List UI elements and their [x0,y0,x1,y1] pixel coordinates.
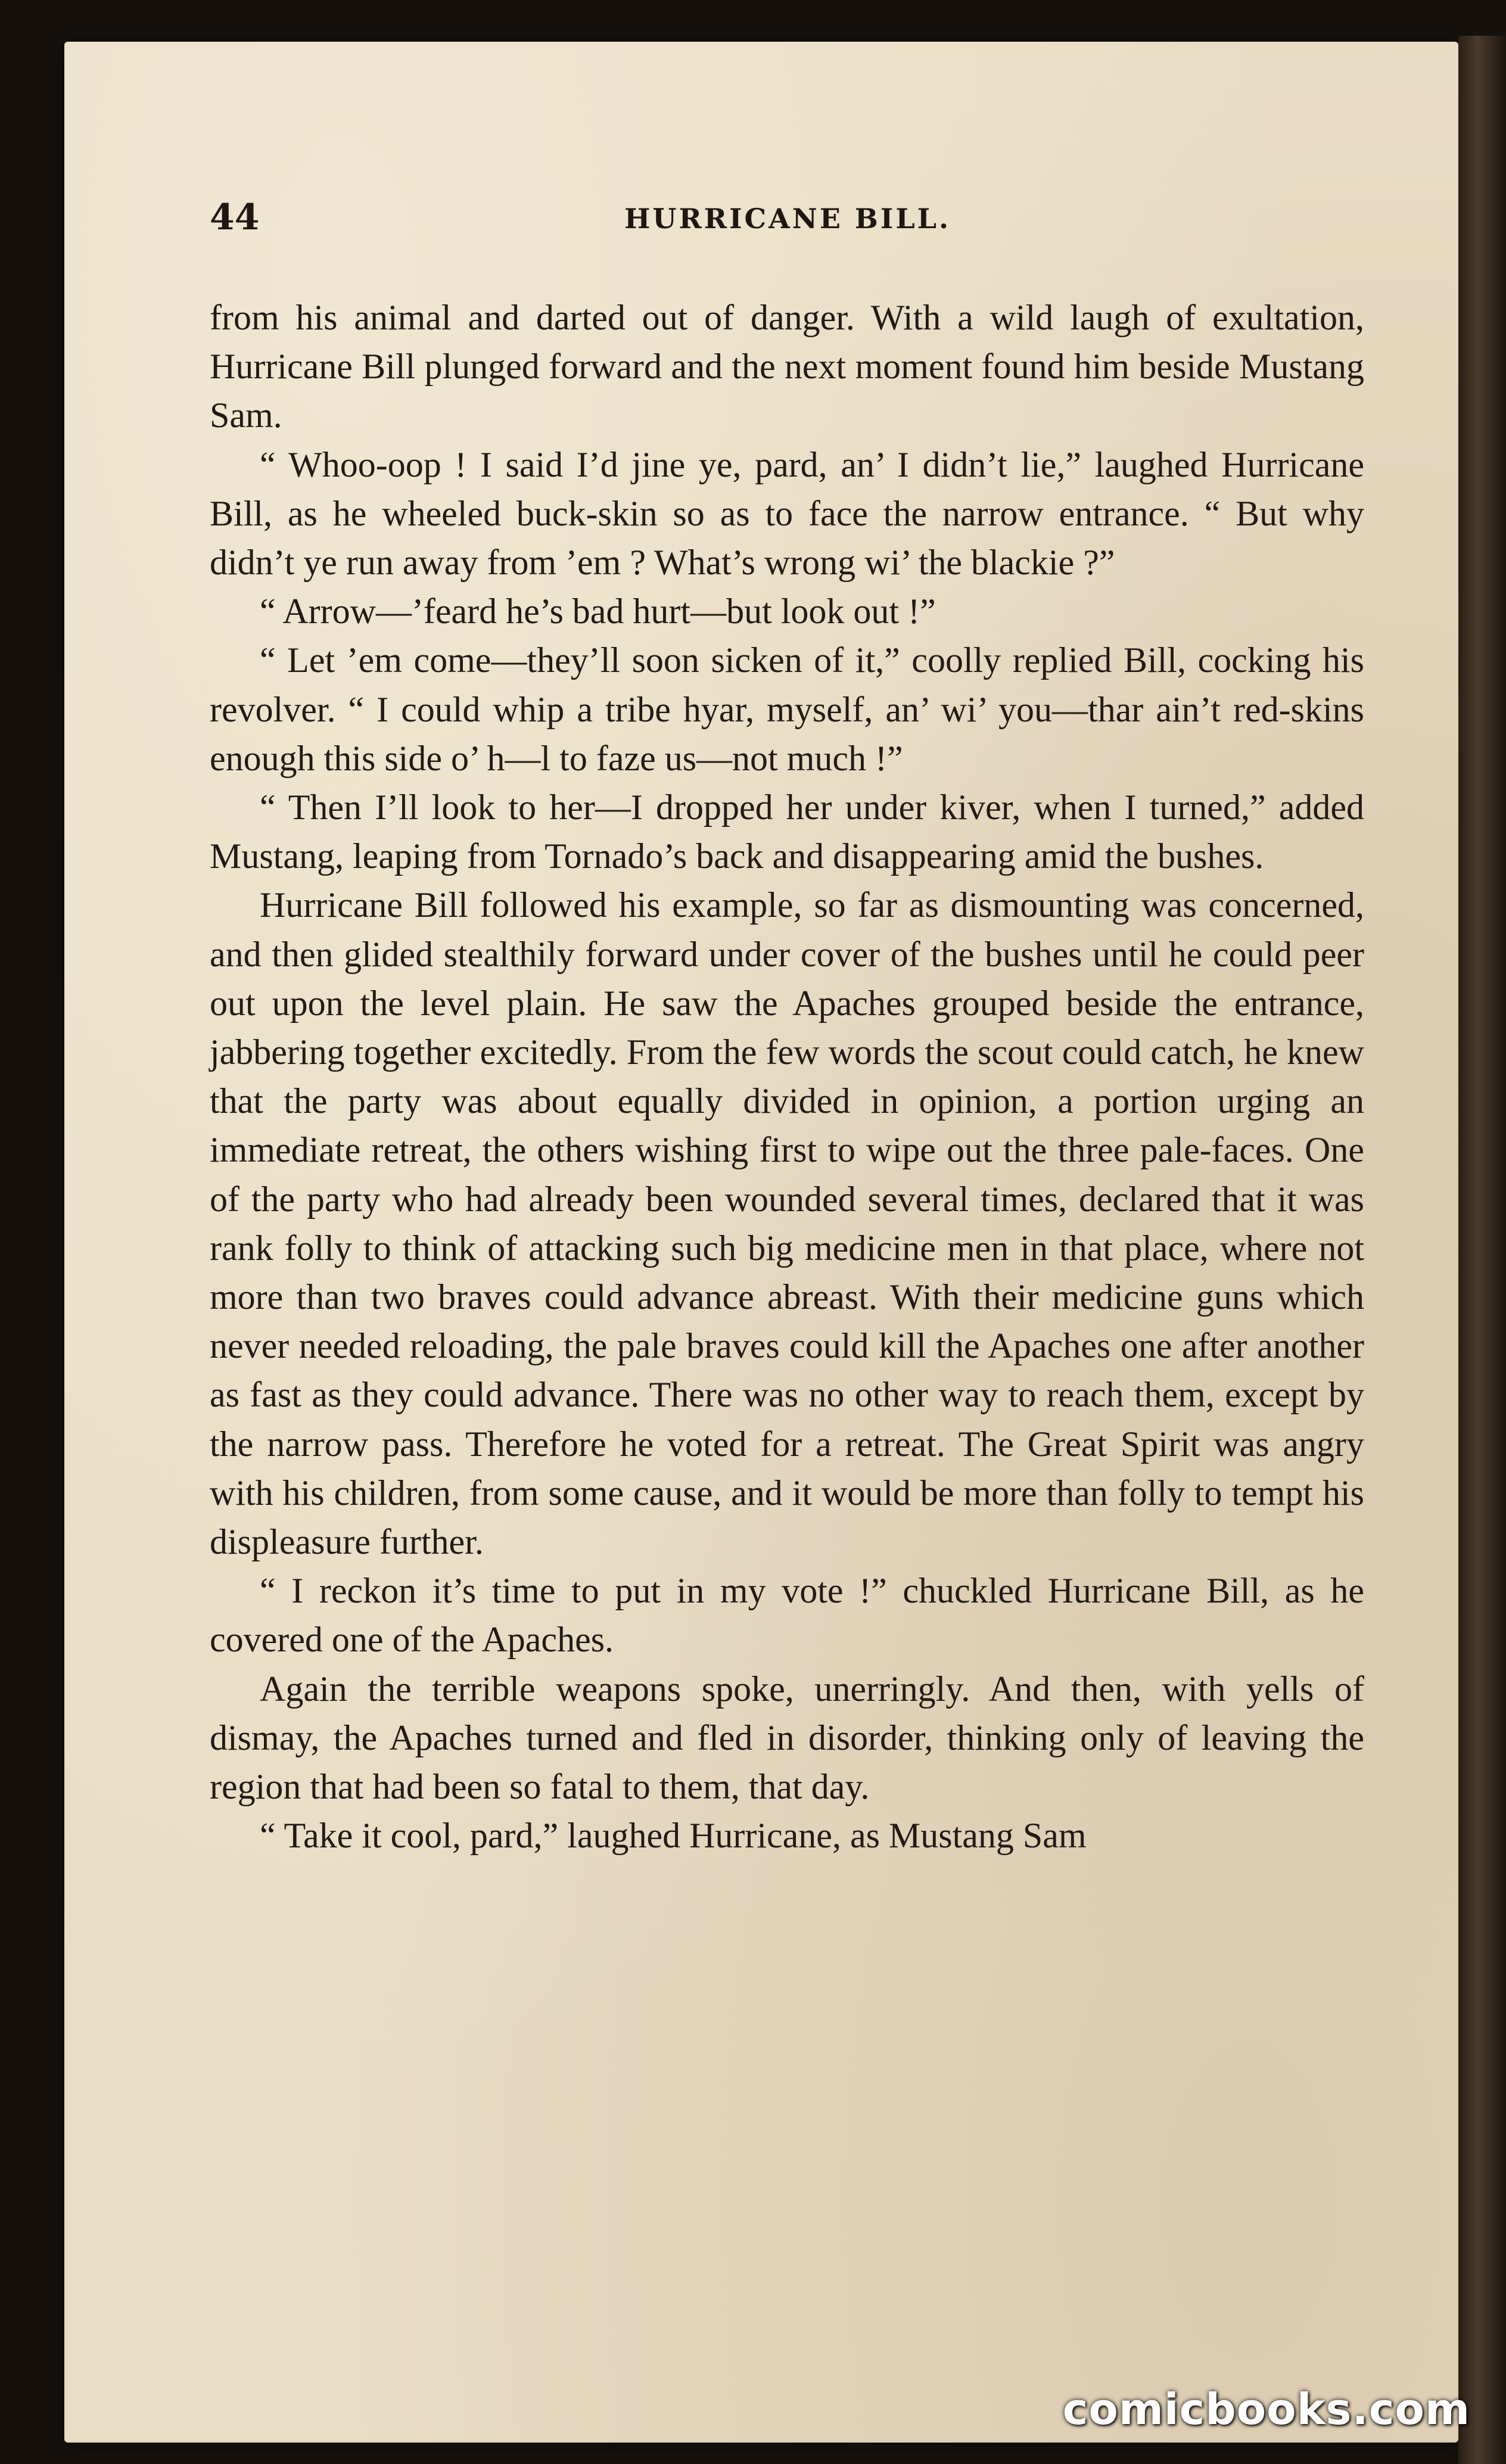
paragraph: “ I reckon it’s time to put in my vote !” chuckled Hurricane Bill, as he covered one of the Apaches. [210,1571,1364,1660]
body-text [210,293,1364,1861]
paragraph: “ Then I’ll look to her—I dropped her under kiver, when I turned,” added Mustang, leaping from Tornado’s back and disappearing amid the bushes. [210,788,1364,876]
page-header [210,197,1365,250]
paragraph: “ Take it cool, pard,” laughed Hurricane, as Mustang Sam [260,1816,1087,1856]
paragraph: “ Let ’em come—they’ll soon sicken of it,” coolly replied Bill, cocking his revolver. “ I could whip a tribe hyar, myself, an’ wi’ you—thar ain’t red-skins enough this side o’ h—l to faze us—not much !” [210,640,1364,778]
paragraph: Hurricane Bill followed his example, so far as dismounting was concerned, and then glided stealthily forward under cover of the bushes until he could peer out upon the level plain. He saw the Apaches grouped beside the entrance, jabbering together excitedly. From the few words the scout could catch, he knew that the party was about equally divided in opinion, a portion urging an immediate retreat, the others wishing first to wipe out the three pale-faces. One of the party who had already been wounded several times, declared that it was rank folly to think of attacking such big medicine men in that place, where not more than two braves could advance abreast. With their medicine guns which never needed reloading, the pale braves could kill the Apaches one after another as fast as they could advance. There was no other way to reach them, except by the narrow pass. Therefore he voted for a retreat. The Great Spirit was angry with his children, from some cause, and it would be more than folly to tempt his displeasure further. [210,885,1364,1562]
running-title: HURRICANE BILL. [624,203,951,235]
watermark: comicbooks.com [1062,2384,1470,2434]
page-edge-shadow [1458,36,1506,2464]
paragraph: “ Arrow—’feard he’s bad hurt—but look out !” [260,592,936,631]
paragraph: Again the terrible weapons spoke, unerringly. And then, with yells of dismay, the Apaches turned and fled in disorder, thinking only of leaving the region that had been so fatal to them, that day. [210,1669,1364,1807]
page-number: 44 [210,197,260,238]
paragraph: from his animal and darted out of danger. With a wild laugh of exultation, Hurricane Bill plunged forward and the next moment found him beside Mustang Sam. [210,298,1364,435]
paragraph: “ Whoo-oop ! I said I’d jine ye, pard, an’ I didn’t lie,” laughed Hurricane Bill, as he wheeled buck-skin so as to face the narrow entrance. “ But why didn’t ye run away from ’em ? What’s wrong wi’ the blackie ?” [210,444,1364,583]
